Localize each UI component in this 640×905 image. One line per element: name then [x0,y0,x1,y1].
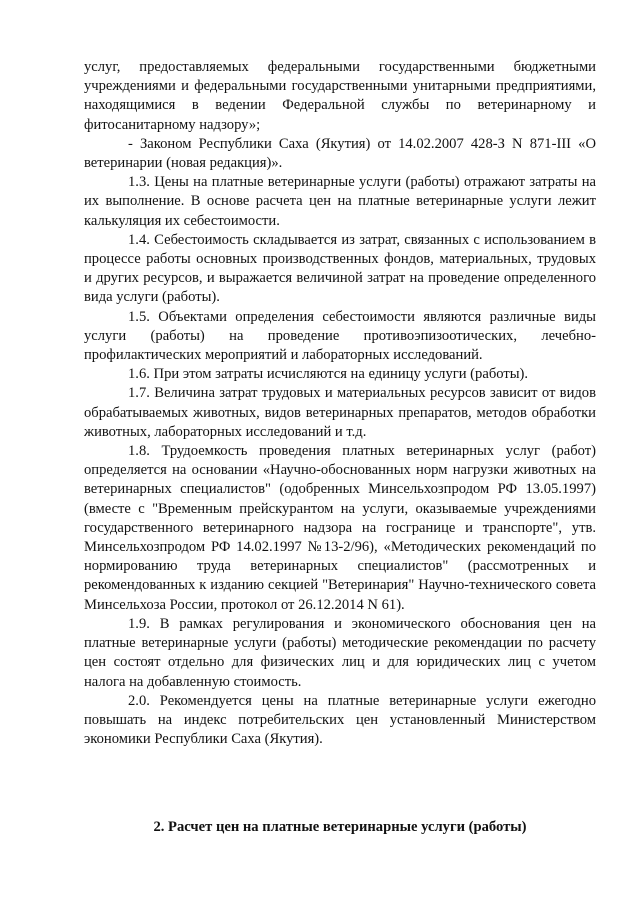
paragraph-continuation: услуг, предоставляемых федеральными государственными бюджетными учреждениями и федеральными государственными унитарными предприятиями, находящимися в ведении Федеральной службы по ветеринарному и фитосанитарному надзору»; [84,59,596,133]
paragraph-1-8: 1.8. Трудоемкость проведения платных ветеринарных услуг (работ) определяется на основании «Научно-обоснованных норм нагрузки животных на ветеринарных специалистов" (одобренных Минсельхозпродом РФ 13.05.1997) (вместе с "Временным прейскурантом на услуги, оказываемые учреждениями государственного ветеринарного надзора на госгранице и транспорте", утв. Минсельхозпродом РФ 14.02.1997 №13-2/96), «Методических рекомендаций по нормированию труда ветеринарных специалистов" (рассмотренных и рекомендованных к изданию секцией "Ветеринария" Научно-технического совета Минсельхоза России, протокол от 26.12.2014 N 61). [84,443,596,613]
paragraph-1-9: 1.9. В рамках регулирования и экономического обоснования цен на платные ветеринарные услуги (работы) методические рекомендации по расчету цен состоят отдельно для физических лиц и для юридических лиц с учетом налога на добавленную стоимость. [84,615,596,690]
document-body [84,58,596,749]
paragraph-1-7: 1.7. Величина затрат трудовых и материальных ресурсов зависит от видов обрабатываемых животных, видов ветеринарных препаратов, методов обработки животных, лабораторных исследований и т.д. [84,385,596,440]
paragraph-1-6: 1.6. При этом затраты исчисляются на единицу услуги (работы). [128,366,529,383]
section-heading: 2. Расчет цен на платные ветеринарные услуги (работы) [153,819,527,835]
paragraph-2-0: 2.0. Рекомендуется цены на платные ветеринарные услуги ежегодно повышать на индекс потребительских цен установленный Министерством экономики Республики Саха (Якутия). [84,692,596,748]
paragraph-1-4: 1.4. Себестоимость складывается из затрат, связанных с использованием в процессе работы основных производственных фондов, материальных, трудовых и других ресурсов, и выражается величиной затрат на проведение определенного вида услуги (работы). [84,231,596,306]
paragraph-law-reference: - Законом Республики Саха (Якутия) от 14.02.2007 428-З N 871-III «О ветеринарии (новая редакция)». [84,135,596,172]
paragraph-1-3: 1.3. Цены на платные ветеринарные услуги (работы) отражают затраты на их выполнение. В основе расчета цен на платные ветеринарные услуги лежит калькуляция их себестоимости. [84,174,596,229]
paragraph-1-5: 1.5. Объектами определения себестоимости являются различные виды услуги (работы) на проведение противоэпизоотических, лечебно-профилактических мероприятий и лабораторных исследований. [84,308,596,364]
